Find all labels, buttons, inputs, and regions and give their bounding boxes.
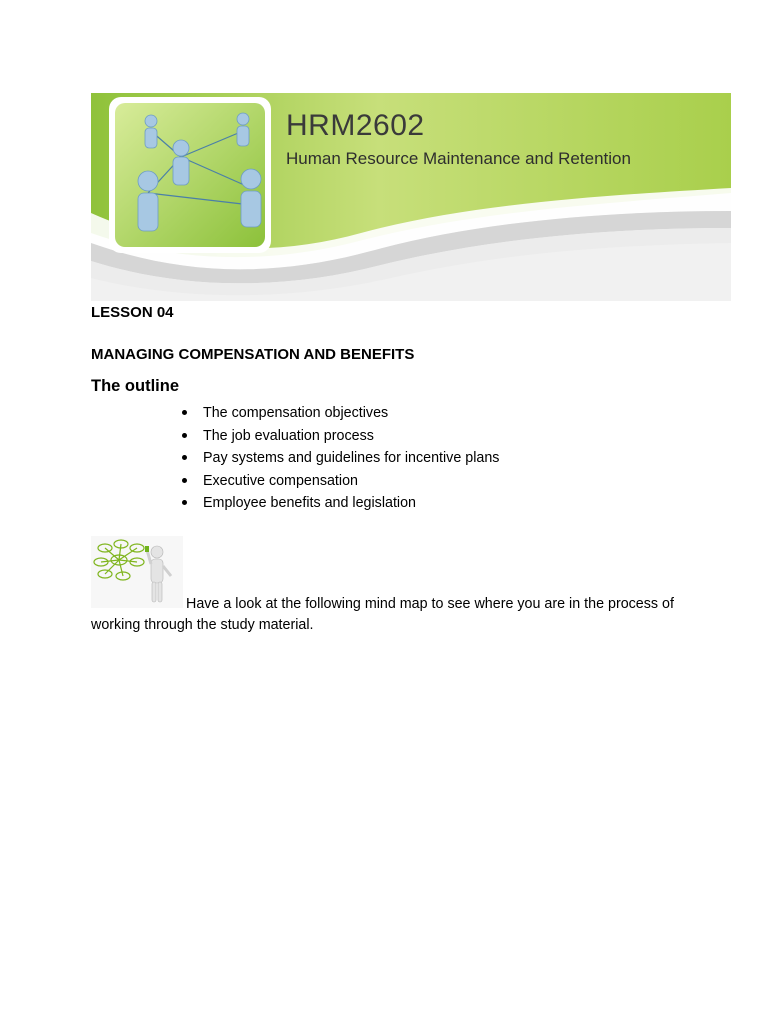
bullet-icon — [182, 410, 187, 415]
bullet-icon — [182, 500, 187, 505]
bullet-icon — [182, 433, 187, 438]
outline-item-text: Pay systems and guidelines for incentive plans — [203, 450, 500, 466]
outline-item-text: Employee benefits and legislation — [203, 495, 417, 511]
course-code: HRM2602 — [286, 109, 425, 142]
outline-item-text: Executive compensation — [203, 472, 358, 489]
bullet-icon — [182, 455, 187, 460]
outline-item — [180, 472, 499, 495]
outline-item-text: The compensation objectives — [203, 405, 389, 421]
course-title: Human Resource Maintenance and Retention — [286, 149, 631, 168]
outline-item-text: The job evaluation process — [203, 427, 374, 444]
lesson-title: MANAGING COMPENSATION AND BENEFITS — [91, 346, 415, 363]
outline-item — [180, 404, 499, 427]
outline-list — [180, 404, 499, 517]
course-banner — [91, 93, 731, 301]
outline-item — [180, 449, 499, 472]
bullet-icon — [182, 478, 187, 483]
outline-item — [180, 427, 499, 450]
intro-paragraph: Have a look at the following mind map to see where you are in the process of working through the study material. — [91, 596, 674, 633]
lesson-number: LESSON 04 — [91, 304, 174, 321]
outline-heading: The outline — [91, 377, 179, 395]
outline-item — [180, 494, 499, 517]
